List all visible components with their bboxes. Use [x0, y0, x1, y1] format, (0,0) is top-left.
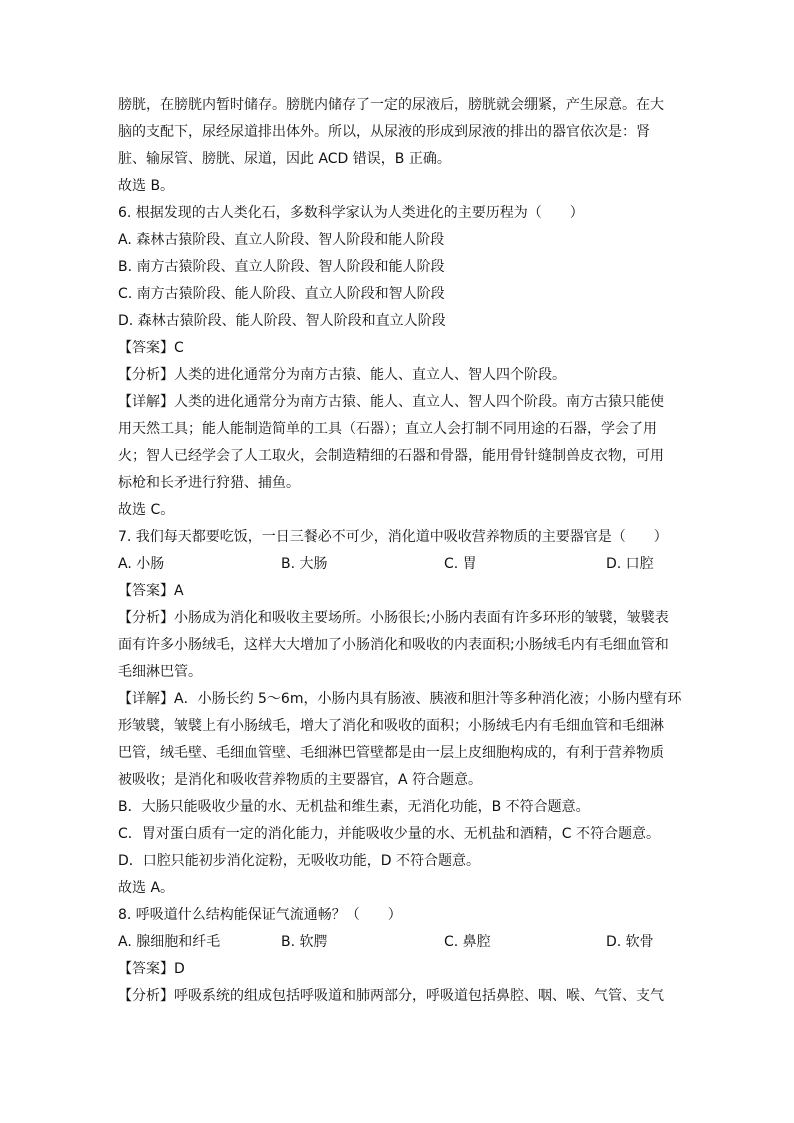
answer-line: 【答案】A [118, 583, 184, 599]
detail-line: 【详解】A．小肠长约 5～6m，小肠内具有肠液、胰液和胆汁等多种消化液；小肠内壁有环 [118, 691, 682, 707]
text-line: 被吸收；是消化和吸收营养物质的主要器官，A 符合题意。 [118, 772, 483, 788]
analysis-line: 【分析】人类的进化通常分为南方古猿、能人、直立人、智人四个阶段。 [118, 367, 566, 383]
option-a: A. 森林古猿阶段、直立人阶段、智人阶段和能人阶段 [118, 232, 445, 248]
text-line: C．胃对蛋白质有一定的消化能力，并能吸收少量的水、无机盐和酒精，C 不符合题意。 [118, 826, 660, 842]
text-line: 故选 C。 [118, 502, 175, 518]
option-b: B. 南方古猿阶段、直立人阶段、智人阶段和能人阶段 [118, 259, 445, 275]
text-line: 膀胱，在膀胱内暂时储存。膀胱内储存了一定的尿液后，膀胱就会绷紧，产生尿意。在大 [118, 97, 664, 113]
analysis-line: 【分析】小肠成为消化和吸收主要场所。小肠很长;小肠内表面有许多环形的皱襞，皱襞表 [118, 610, 669, 626]
text-line: 面有许多小肠绒毛，这样大大增加了小肠消化和吸收的内表面积;小肠绒毛内有毛细血管和 [118, 637, 669, 653]
text-line: 脏、输尿管、膀胱、尿道，因此 ACD 错误，B 正确。 [118, 151, 451, 167]
question-7: 7. 我们每天都要吃饭，一日三餐必不可少，消化道中吸收营养物质的主要器官是（ ） [118, 529, 668, 545]
text-line: D．口腔只能初步消化淀粉，无吸收功能，D 不符合题意。 [118, 853, 481, 869]
question-6: 6. 根据发现的古人类化石，多数科学家认为人类进化的主要历程为（ ） [118, 205, 584, 221]
text-line: 毛细淋巴管。 [118, 664, 202, 680]
text-line: 脑的支配下，尿经尿道排出体外。所以，从尿液的形成到尿液的排出的器官依次是：肾 [118, 124, 650, 140]
q8-option-d: D. 软骨 [606, 934, 654, 950]
question-8: 8. 呼吸道什么结构能保证气流通畅？（ ） [118, 907, 402, 923]
text-line: B．大肠只能吸收少量的水、无机盐和维生素，无消化功能，B 不符合题意。 [118, 799, 590, 815]
text-line: 故选 B。 [118, 178, 175, 194]
q7-option-c: C. 胃 [444, 556, 477, 572]
option-c: C. 南方古猿阶段、能人阶段、直立人阶段和智人阶段 [118, 286, 445, 302]
q8-option-c: C. 鼻腔 [444, 934, 491, 950]
analysis-line: 【分析】呼吸系统的组成包括呼吸道和肺两部分，呼吸道包括鼻腔、咽、喉、气管、支气 [118, 988, 664, 1004]
q7-option-d: D. 口腔 [606, 556, 654, 572]
q8-option-a: A. 腺细胞和纤毛 [118, 934, 221, 950]
answer-line: 【答案】D [118, 961, 185, 977]
answer-line: 【答案】C [118, 340, 184, 356]
detail-line: 【详解】人类的进化通常分为南方古猿、能人、直立人、智人四个阶段。南方古猿只能使 [118, 394, 664, 410]
text-line: 用天然工具；能人能制造简单的工具（石器）；直立人会打制不同用途的石器，学会了用 [118, 421, 657, 437]
option-d: D. 森林古猿阶段、能人阶段、智人阶段和直立人阶段 [118, 313, 446, 329]
q7-option-b: B. 大肠 [281, 556, 328, 572]
text-line: 巴管，绒毛壁、毛细血管壁、毛细淋巴管壁都是由一层上皮细胞构成的，有利于营养物质 [118, 745, 664, 761]
text-line: 故选 A。 [118, 880, 175, 896]
text-line: 标枪和长矛进行狩猎、捕鱼。 [118, 475, 300, 491]
text-line: 火；智人已经学会了人工取火，会制造精细的石器和骨器，能用骨针缝制兽皮衣物，可用 [118, 448, 664, 464]
text-line: 形皱襞，皱襞上有小肠绒毛，增大了消化和吸收的面积；小肠绒毛内有毛细血管和毛细淋 [118, 718, 664, 734]
q8-option-b: B. 软腭 [281, 934, 328, 950]
q7-option-a: A. 小肠 [118, 556, 165, 572]
